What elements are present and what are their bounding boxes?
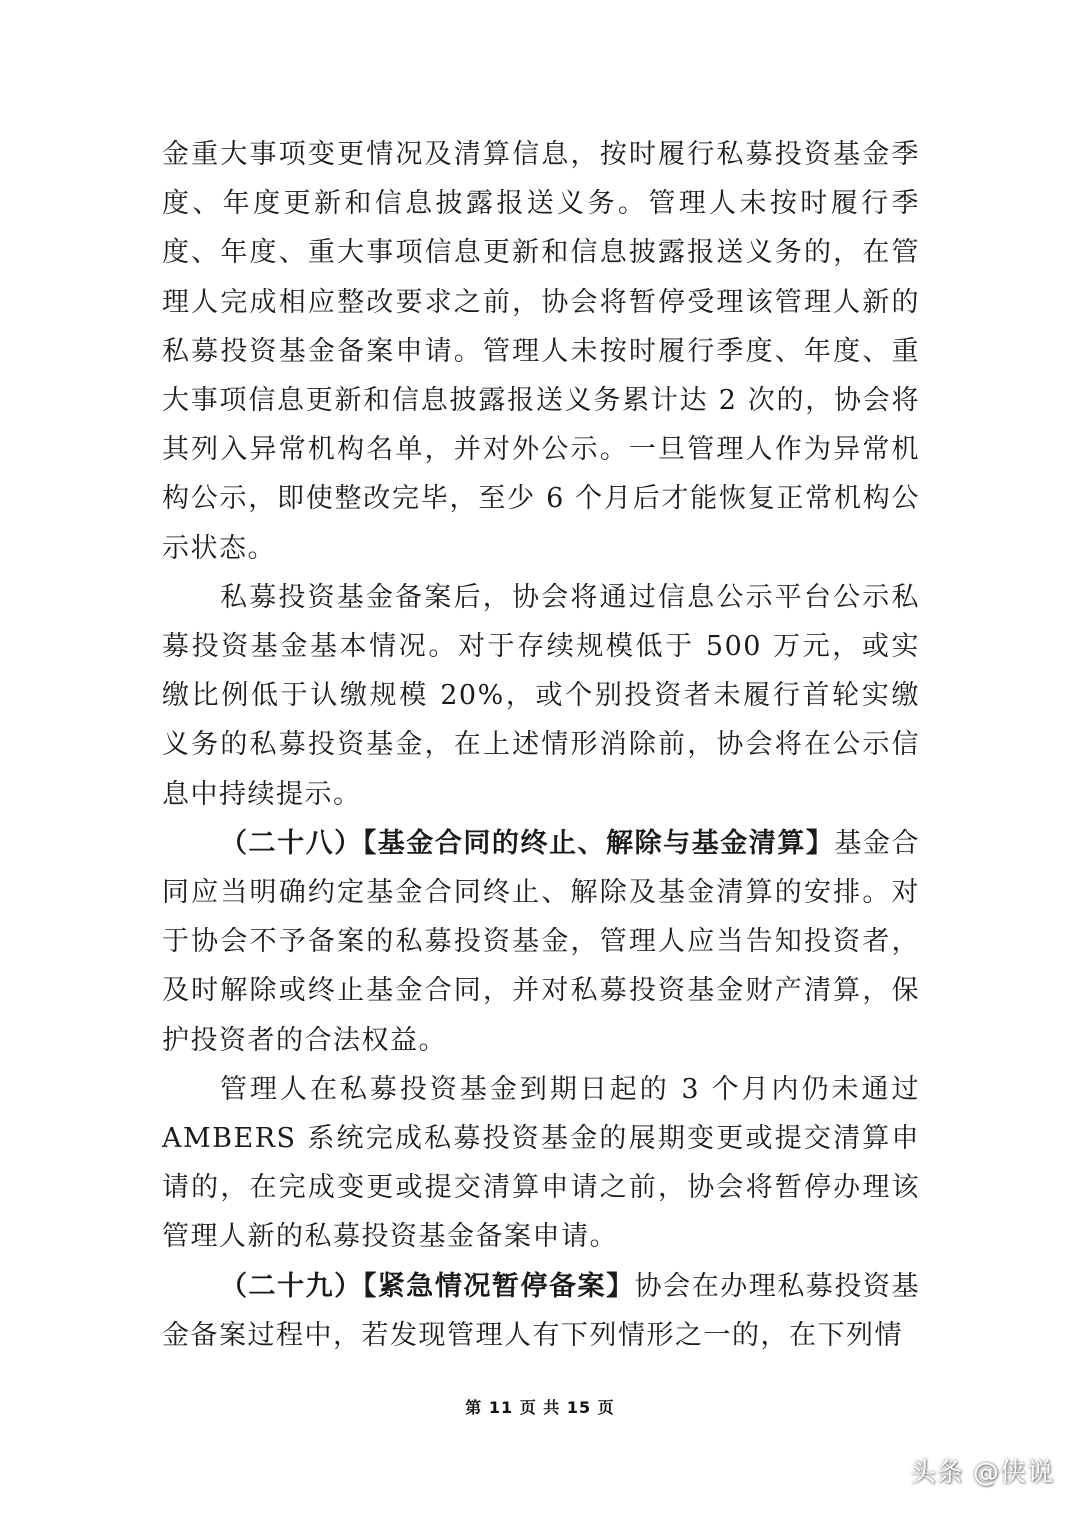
- article-28-text: 基金合同应当明确约定基金合同终止、解除及基金清算的安排。对于协会不予备案的私募投资基金，管理人应当告知投资者，及时解除或终止基金合同，并对私募投资基金财产清算，保护投资者的合法权益。: [162, 827, 921, 1056]
- article-29-text: 协会在办理私募投资基金备案过程中，若发现管理人有下列情形之一的，在下列情: [162, 1270, 920, 1351]
- paragraph-disclosure: 私募投资基金备案后，协会将通过信息公示平台公示私募投资基金基本情况。对于存续规模低于 500 万元，或实缴比例低于认缴规模 20%，或个别投资者未履行首轮实缴义务的私募投资基金，在上述情形消除前，协会将在公示信息中持续提示。: [162, 581, 920, 810]
- source-watermark: 头条 @侠说: [909, 1458, 1054, 1488]
- article-28-heading: （二十八）【基金合同的终止、解除与基金清算】: [220, 827, 835, 859]
- paragraph-continuation: 金重大事项变更情况及清算信息，按时履行私募投资基金季度、年度更新和信息披露报送义务。管理人未按时履行季度、年度、重大事项信息更新和信息披露报送义务的，在管理人完成相应整改要求之前，协会将暂停受理该管理人新的私募投资基金备案申请。管理人未按时履行季度、年度、重大事项信息更新和信息披露报送义务累计达 2 次的，协会将其列入异常机构名单，并对外公示。一旦管理人作为异常机构公示，即使整改完毕，至少 6 个月后才能恢复正常机构公示状态。: [162, 139, 920, 564]
- body-text: [162, 130, 920, 1360]
- page-number-footer: 第 11 页 共 15 页: [465, 1398, 615, 1417]
- paragraph-article-28: [162, 819, 920, 1065]
- paragraph-expiry: 管理人在私募投资基金到期日起的 3 个月内仍未通过 AMBERS 系统完成私募投资基金的展期变更或提交清算申请的，在完成变更或提交清算申请之前，协会将暂停办理该管理人新的私募投资基金备案申请。: [162, 1073, 920, 1253]
- article-29-heading: （二十九）【紧急情况暂停备案】: [220, 1270, 635, 1302]
- paragraph-article-29: [162, 1262, 920, 1360]
